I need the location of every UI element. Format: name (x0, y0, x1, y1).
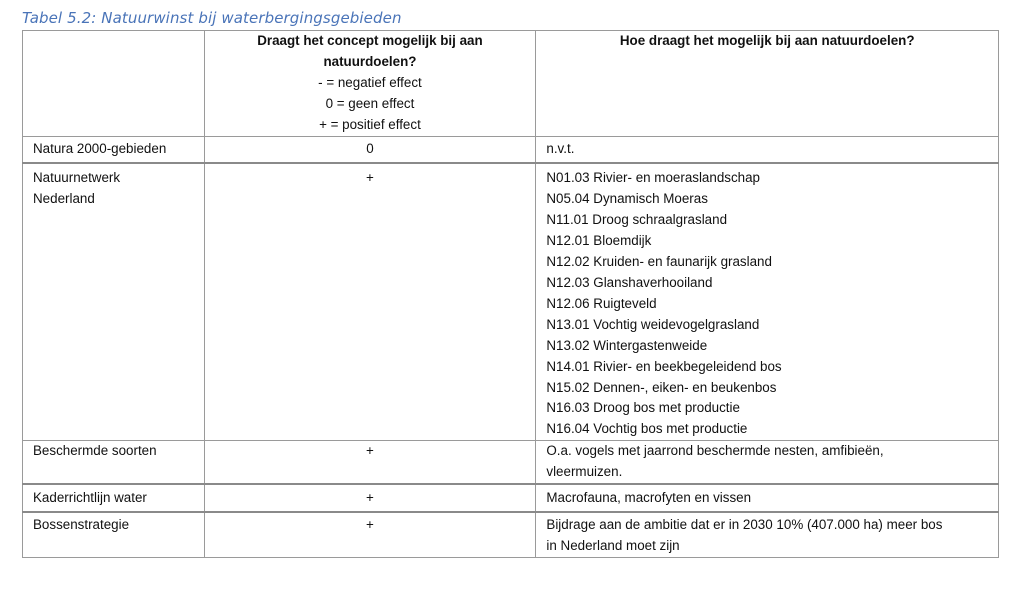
row-name: Beschermde soorten (33, 443, 157, 459)
row-name: Nederland (33, 191, 95, 207)
legend-line-negative: - = negatief effect (318, 74, 422, 90)
row-name: Natuurnetwerk (33, 170, 121, 186)
row-how-line: vleermuizen. (546, 464, 623, 480)
row-how-line: N11.01 Droog schraalgrasland (546, 212, 728, 228)
table-row (23, 484, 999, 512)
header-line: natuurdoelen? (323, 53, 417, 69)
row-name-cell (23, 441, 205, 484)
row-how-cell (536, 136, 999, 163)
row-how-line: N16.04 Vochtig bos met productie (546, 421, 748, 437)
table-row (23, 163, 999, 440)
row-how-line: N16.03 Droog bos met productie (546, 400, 740, 416)
row-effect-cell: + (204, 484, 536, 512)
row-how-cell (536, 163, 999, 440)
row-how-line: N14.01 Rivier- en beekbegeleidend bos (546, 358, 782, 374)
table-caption: Tabel 5.2: Natuurwinst bij waterbergingsgebieden (22, 9, 402, 27)
nature-goals-table (22, 30, 999, 558)
header-cell-how: Hoe draagt het mogelijk bij aan natuurdoelen? (536, 31, 999, 137)
row-how-line: N01.03 Rivier- en moeraslandschap (546, 170, 761, 186)
row-name: Kaderrichtlijn water (33, 490, 147, 506)
row-how-line: N15.02 Dennen-, eiken- en beukenbos (546, 379, 777, 395)
row-how-line: N12.01 Bloemdijk (546, 233, 652, 249)
row-how-line: N12.02 Kruiden- en faunarijk grasland (546, 254, 772, 270)
row-how-line: N13.02 Wintergastenweide (546, 337, 708, 353)
table-row (23, 136, 999, 163)
legend-line-neutral: 0 = geen effect (325, 95, 415, 111)
row-how-line: N12.06 Ruigteveld (546, 295, 657, 311)
row-how-line: Bijdrage aan de ambitie dat er in 2030 10% (407.000 ha) meer bos (546, 516, 943, 532)
row-name-cell (23, 136, 205, 163)
row-how-cell (536, 441, 999, 484)
legend-line-positive: + = positief effect (319, 116, 421, 132)
row-how-line: Macrofauna, macrofyten en vissen (546, 490, 752, 506)
header-line: Draagt het concept mogelijk bij aan (257, 33, 483, 48)
row-how-line: n.v.t. (546, 140, 575, 156)
row-name: Bossenstrategie (33, 516, 130, 532)
row-how-line: N12.03 Glanshaverhooiland (546, 274, 713, 290)
table-row (23, 441, 999, 484)
header-cell-empty (23, 31, 205, 137)
row-effect-cell: + (204, 512, 536, 557)
row-how-line: N13.01 Vochtig weidevogelgrasland (546, 316, 760, 332)
table-header-row (23, 31, 999, 137)
row-name-cell (23, 484, 205, 512)
row-name: Natura 2000-gebieden (33, 140, 167, 156)
row-how-line: O.a. vogels met jaarrond beschermde nesten, amfibieën, (546, 443, 884, 459)
table-row (23, 512, 999, 557)
row-effect-cell: + (204, 163, 536, 440)
row-effect-cell: 0 (204, 136, 536, 163)
row-how-cell (536, 484, 999, 512)
row-name-cell (23, 163, 205, 440)
header-cell-contribution (204, 31, 536, 137)
row-name-cell (23, 512, 205, 557)
row-effect-cell: + (204, 441, 536, 484)
row-how-line: N05.04 Dynamisch Moeras (546, 191, 708, 207)
row-how-cell (536, 512, 999, 557)
row-how-line: in Nederland moet zijn (546, 537, 680, 553)
